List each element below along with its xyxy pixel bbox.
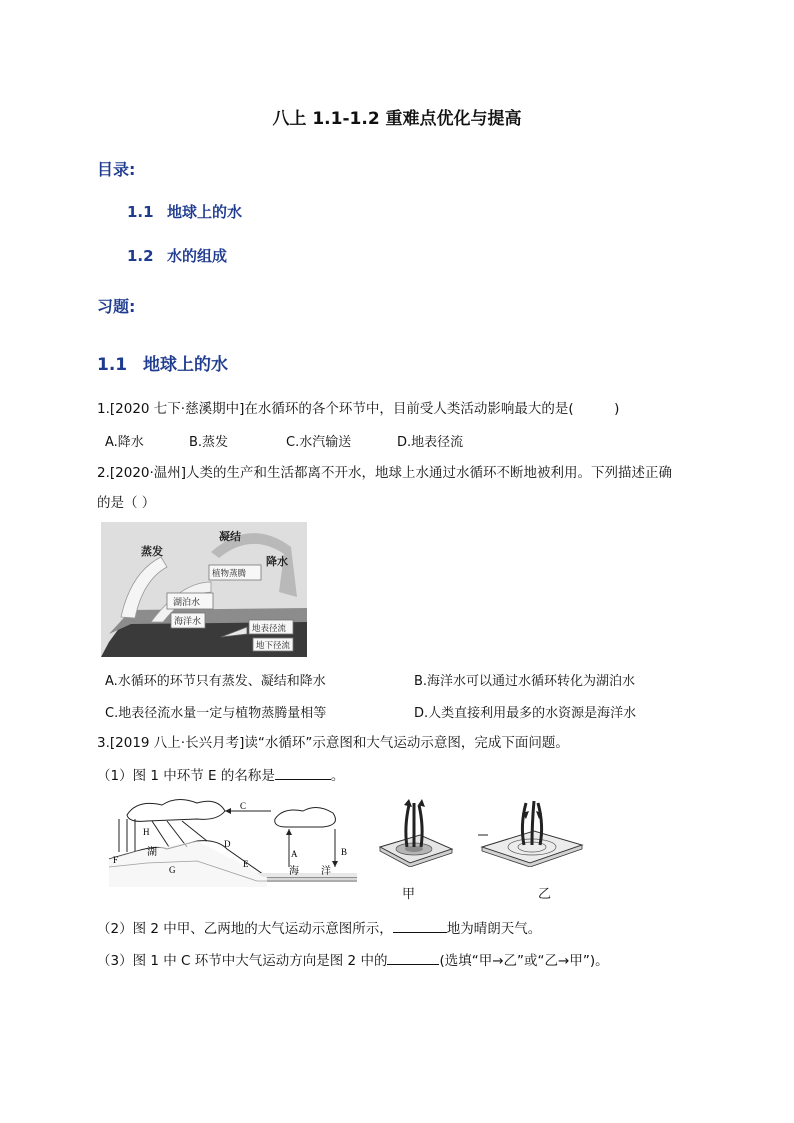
toc-heading: 目录: xyxy=(97,160,136,179)
question-2-option-b[interactable]: B.海洋水可以通过水循环转化为湖泊水 xyxy=(414,674,636,689)
question-2-stem-line2: 的是（ ） xyxy=(97,495,156,511)
diagram-label-e: E xyxy=(243,859,249,869)
photo-label-surface-runoff: 地表径流 xyxy=(252,623,287,633)
question-2-option-c[interactable]: C.地表径流水量一定与植物蒸腾量相等 xyxy=(105,706,327,721)
diagram-label-ocean: 洋 xyxy=(321,866,331,877)
diagram-label-g: G xyxy=(169,865,176,875)
question-3-sub1: （1）图 1 中环节 E 的名称是 。 xyxy=(97,765,344,786)
photo-label-transpiration: 植物蒸腾 xyxy=(212,568,247,578)
photo-label-precipitation: 降水 xyxy=(266,556,288,568)
diagram-label-h: H xyxy=(143,827,150,837)
question-1-option-d[interactable]: D.地表径流 xyxy=(397,435,464,450)
answer-blank-3[interactable] xyxy=(387,950,439,965)
diagram-label-sea: 海 xyxy=(289,866,299,877)
question-3-sub3: （3）图 1 中 C 环节中大气运动方向是图 2 中的 (选填“甲→乙”或“乙→甲”)。 xyxy=(97,950,609,971)
diagram-label-lake: 湖 xyxy=(147,847,157,858)
section-heading xyxy=(97,350,228,375)
water-cycle-diagram xyxy=(107,797,357,887)
question-1-option-a[interactable]: A.降水 xyxy=(105,435,144,450)
figure-caption-yi: 乙 xyxy=(538,887,552,902)
question-2-stem-line1: 2.[2020·温州]人类的生产和生活都离不开水，地球上水通过水循环不断地被利用。下列描述正确 xyxy=(97,465,673,481)
question-3-stem: 3.[2019 八上·长兴月考]读“水循环”示意图和大气运动示意图，完成下面问题。 xyxy=(97,735,569,751)
diagram-label-f: F xyxy=(113,855,119,865)
question-3-sub2: （2）图 2 中甲、乙两地的大气运动示意图所示， 地为晴朗天气。 xyxy=(97,918,541,939)
figure-caption-jia: 甲 xyxy=(402,887,416,902)
toc-item-number: 1.1 xyxy=(127,203,154,221)
water-cycle-photo xyxy=(101,522,307,657)
toc-item-number: 1.2 xyxy=(127,247,154,265)
question-2-option-a[interactable]: A.水循环的环节只有蒸发、凝结和降水 xyxy=(105,674,326,689)
photo-label-evaporate: 蒸发 xyxy=(141,546,163,558)
diagram-label-b: B xyxy=(341,847,348,857)
toc-item-label: 地球上的水 xyxy=(167,203,243,221)
toc-item-label: 水的组成 xyxy=(167,247,228,265)
diagram-label-a: A xyxy=(291,849,298,859)
photo-label-lake-water: 湖泊水 xyxy=(173,597,201,607)
toc-item-2[interactable] xyxy=(127,245,227,266)
question-1-option-c[interactable]: C.水汽输送 xyxy=(286,435,352,450)
toc-item-1[interactable] xyxy=(127,201,242,222)
page-title: 八上 1.1-1.2 重难点优化与提高 xyxy=(272,109,522,129)
answer-blank-2[interactable] xyxy=(393,918,447,933)
section-label: 地球上的水 xyxy=(143,355,228,375)
answer-blank-1[interactable] xyxy=(275,765,331,780)
atmosphere-jia-diagram xyxy=(374,797,454,867)
diagram-label-c: C xyxy=(240,801,247,811)
atmosphere-yi-diagram xyxy=(478,797,584,867)
photo-label-underground-runoff: 地下径流 xyxy=(256,640,291,650)
question-1-option-b[interactable]: B.蒸发 xyxy=(189,435,229,450)
question-2-option-d[interactable]: D.人类直接利用最多的水资源是海洋水 xyxy=(414,706,637,721)
exercises-heading: 习题: xyxy=(97,297,136,316)
question-1-stem: 1.[2020 七下·慈溪期中]在水循环的各个环节中，目前受人类活动影响最大的是( ) xyxy=(97,401,620,417)
section-number: 1.1 xyxy=(97,355,128,375)
diagram-label-d: D xyxy=(224,839,231,849)
photo-label-ocean-water: 海洋水 xyxy=(174,616,202,626)
photo-label-condense: 凝结 xyxy=(219,531,241,543)
